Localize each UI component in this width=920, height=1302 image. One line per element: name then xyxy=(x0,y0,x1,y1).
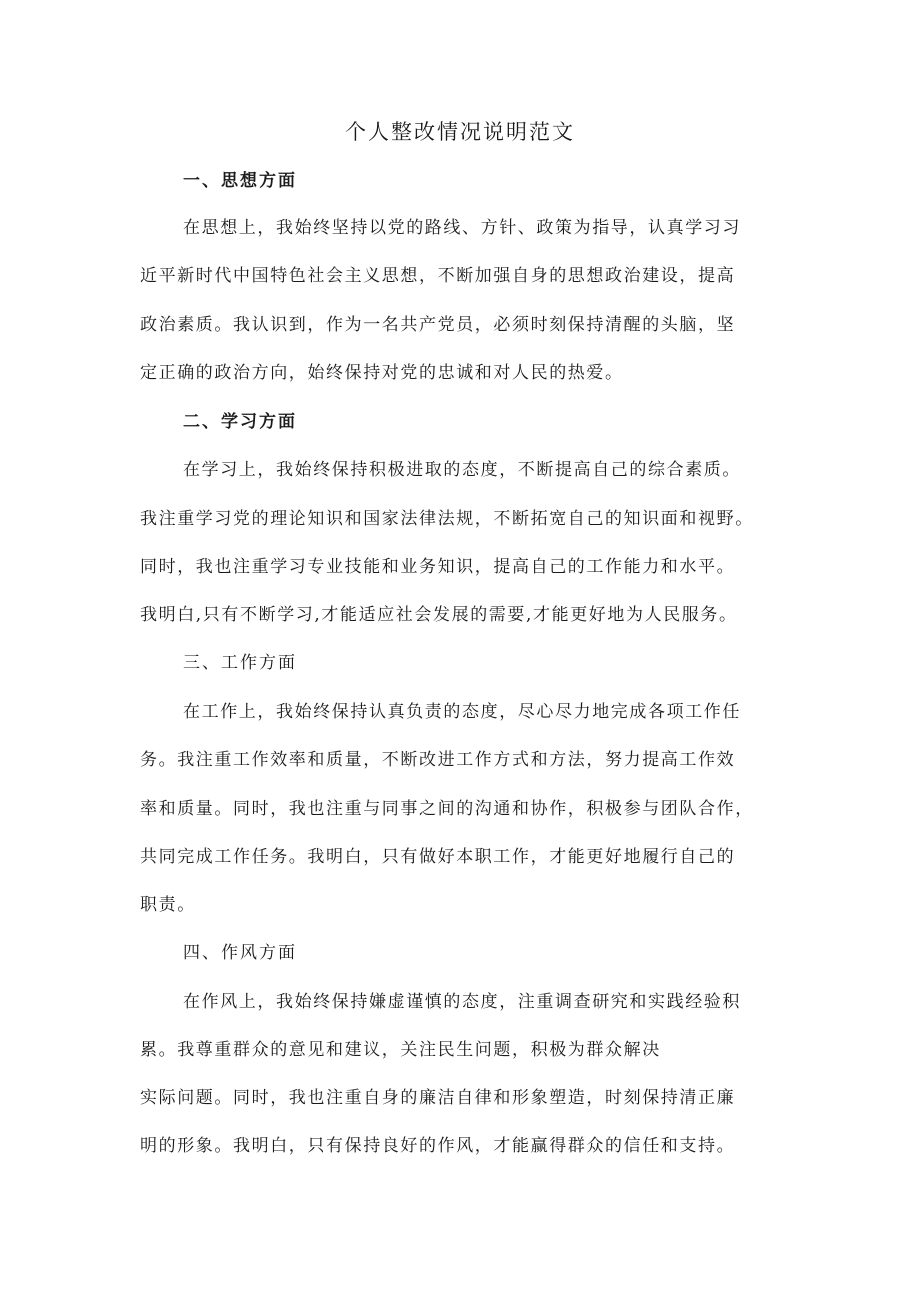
paragraph-line: 定正确的政治方向，始终保持对党的忠诚和对人民的热爱。 xyxy=(140,363,624,383)
paragraph-line: 实际问题。同时，我也注重自身的廉洁自律和形象塑造，时刻保持清正廉 xyxy=(140,1088,736,1108)
paragraph-line: 在学习上，我始终保持积极进取的态度，不断提高自己的综合素质。 xyxy=(183,460,741,480)
paragraph-line: 在作风上，我始终保持嫌虚谨慎的态度，注重调查研究和实践经验积 xyxy=(183,992,741,1012)
section-heading-thought: 一、思想方面 xyxy=(183,171,297,191)
paragraph-line: 职责。 xyxy=(140,895,196,915)
paragraph-line: 我明白,只有不断学习,才能适应社会发展的需要,才能更好地为人民服务。 xyxy=(140,605,738,625)
section-heading-study: 二、学习方面 xyxy=(183,412,297,432)
paragraph-line: 在工作上，我始终保持认真负责的态度，尽心尽力地完成各项工作任 xyxy=(183,702,741,722)
paragraph-line: 累。我尊重群众的意见和建议，关注民生问题，积极为群众解决 xyxy=(140,1040,661,1060)
paragraph-line: 近平新时代中国特色社会主义思想，不断加强自身的思想政治建设，提高 xyxy=(140,266,736,286)
paragraph-line: 政治素质。我认识到，作为一名共产党员，必须时刻保持清醒的头脑，坚 xyxy=(140,315,736,335)
paragraph-line: 明的形象。我明白，只有保持良好的作风，才能赢得群众的信任和支持。 xyxy=(140,1136,736,1156)
paragraph-line: 率和质量。同时，我也注重与同事之间的沟通和协作，积极参与团队合作， xyxy=(140,799,754,819)
paragraph-line: 务。我注重工作效率和质量，不断改进工作方式和方法，努力提高工作效 xyxy=(140,750,736,770)
section-heading-style: 四、作风方面 xyxy=(183,943,297,963)
paragraph-line: 我注重学习党的理论知识和国家法律法规，不断拓宽自己的知识面和视野。 xyxy=(140,509,754,529)
section-heading-work: 三、工作方面 xyxy=(183,653,297,673)
document-title: 个人整改情况说明范文 xyxy=(345,120,575,144)
paragraph-line: 共同完成工作任务。我明白，只有做好本职工作，才能更好地履行自己的 xyxy=(140,847,736,867)
paragraph-line: 同时，我也注重学习专业技能和业务知识，提高自己的工作能力和水平。 xyxy=(140,557,736,577)
paragraph-line: 在思想上，我始终坚持以党的路线、方针、政策为指导，认真学习习 xyxy=(183,218,741,238)
